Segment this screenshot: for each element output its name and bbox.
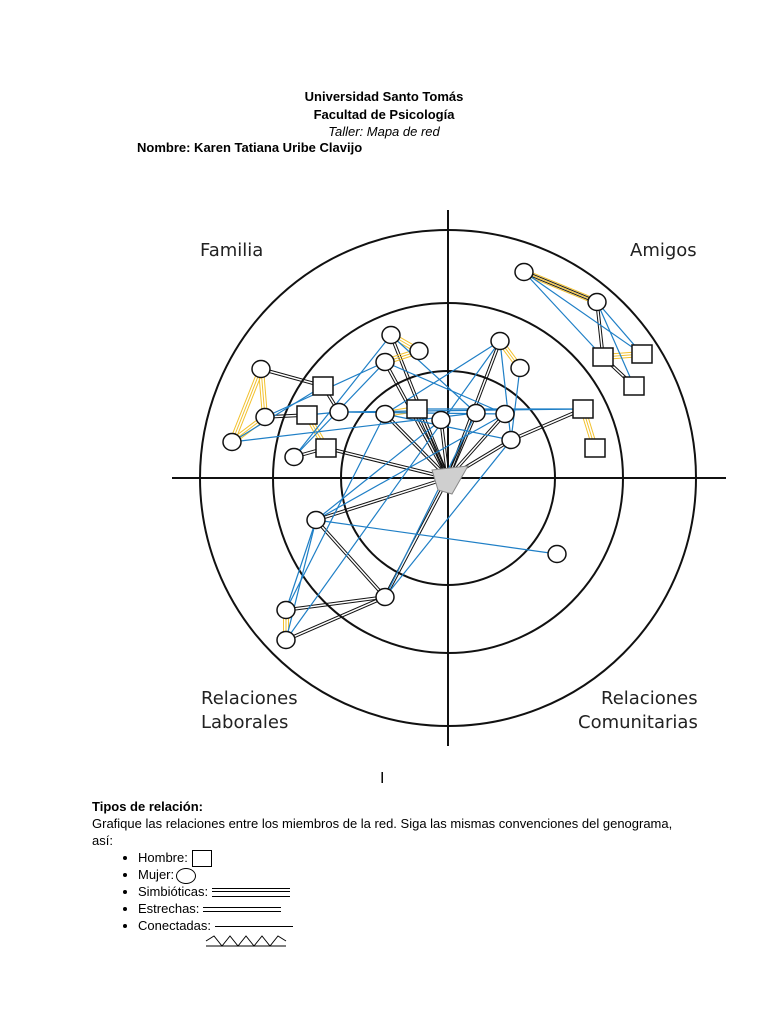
double-line-icon <box>203 907 281 912</box>
man-node <box>624 377 644 395</box>
woman-node <box>277 602 295 619</box>
woman-node <box>256 409 274 426</box>
connected-line <box>286 520 316 610</box>
connected-line <box>385 413 476 597</box>
strong-line <box>524 271 597 301</box>
workshop-title: Taller: Mapa de red <box>328 124 440 139</box>
woman-node <box>376 406 394 423</box>
woman-node <box>467 405 485 422</box>
man-node <box>297 406 317 424</box>
legend-label-estrechas: Estrechas: <box>138 901 200 916</box>
woman-node <box>502 432 520 449</box>
quadrant-comunitarias-line1: Relaciones <box>601 688 698 709</box>
connected-line <box>524 272 603 357</box>
woman-node <box>410 343 428 360</box>
woman-node <box>491 333 509 350</box>
legend <box>92 798 692 952</box>
quadrant-laborales-line2: Laborales <box>201 712 289 733</box>
man-node <box>573 400 593 418</box>
connected-line <box>316 520 557 554</box>
woman-node <box>588 294 606 311</box>
legend-label-conectadas: Conectadas: <box>138 918 211 933</box>
woman-node <box>252 361 270 378</box>
ego-line <box>326 449 448 479</box>
woman-node <box>330 404 348 421</box>
text-cursor: I <box>380 770 385 787</box>
quadrant-laborales-line1: Relaciones <box>201 688 298 709</box>
woman-node <box>515 264 533 281</box>
woman-node <box>432 412 450 429</box>
connected-line <box>391 335 476 413</box>
legend-item-mujer <box>138 866 692 883</box>
woman-node <box>376 354 394 371</box>
woman-node <box>285 449 303 466</box>
quadrant-familia: Familia <box>200 240 264 261</box>
legend-item-conectadas <box>138 917 692 934</box>
man-node <box>593 348 613 366</box>
student-name: Nombre: Karen Tatiana Uribe Clavijo <box>137 140 363 155</box>
woman-node <box>548 546 566 563</box>
connected-line <box>286 520 316 640</box>
legend-item-simbioticas <box>138 883 692 900</box>
legend-description: Grafique las relaciones entre los miembros de la red. Siga las mismas convenciones del genograma, así: <box>92 816 673 848</box>
quadrant-amigos: Amigos <box>630 240 697 261</box>
man-node <box>313 377 333 395</box>
man-node <box>585 439 605 457</box>
legend-label-hombre: Hombre: <box>138 850 188 865</box>
single-line-icon <box>215 926 293 927</box>
connected-line <box>524 272 642 354</box>
legend-list <box>92 849 692 934</box>
quadrant-comunitarias-line2: Comunitarias <box>578 712 698 733</box>
legend-item-hombre <box>138 849 692 866</box>
woman-node <box>223 434 241 451</box>
faculty-title: Facultad de Psicología <box>313 107 455 122</box>
legend-label-mujer: Mujer: <box>138 867 175 882</box>
strong-line <box>316 479 448 521</box>
man-node <box>407 400 427 418</box>
woman-node <box>376 589 394 606</box>
man-node <box>316 439 336 457</box>
woman-node <box>511 360 529 377</box>
woman-node <box>277 632 295 649</box>
man-node <box>632 345 652 363</box>
woman-node <box>496 406 514 423</box>
legend-item-estrechas <box>138 900 692 917</box>
connected-line <box>385 362 505 414</box>
square-icon <box>192 850 212 867</box>
legend-label-simbioticas: Simbióticas: <box>138 884 209 899</box>
legend-title: Tipos de relación: <box>92 799 204 814</box>
connected-line <box>511 368 520 440</box>
conflict-line-icon <box>204 934 294 948</box>
connected-line <box>294 335 391 457</box>
university-title: Universidad Santo Tomás <box>304 89 464 104</box>
woman-node <box>307 512 325 529</box>
triple-line-icon <box>212 888 290 897</box>
woman-node <box>382 327 400 344</box>
circle-icon <box>176 868 196 884</box>
strong-line <box>524 273 597 303</box>
